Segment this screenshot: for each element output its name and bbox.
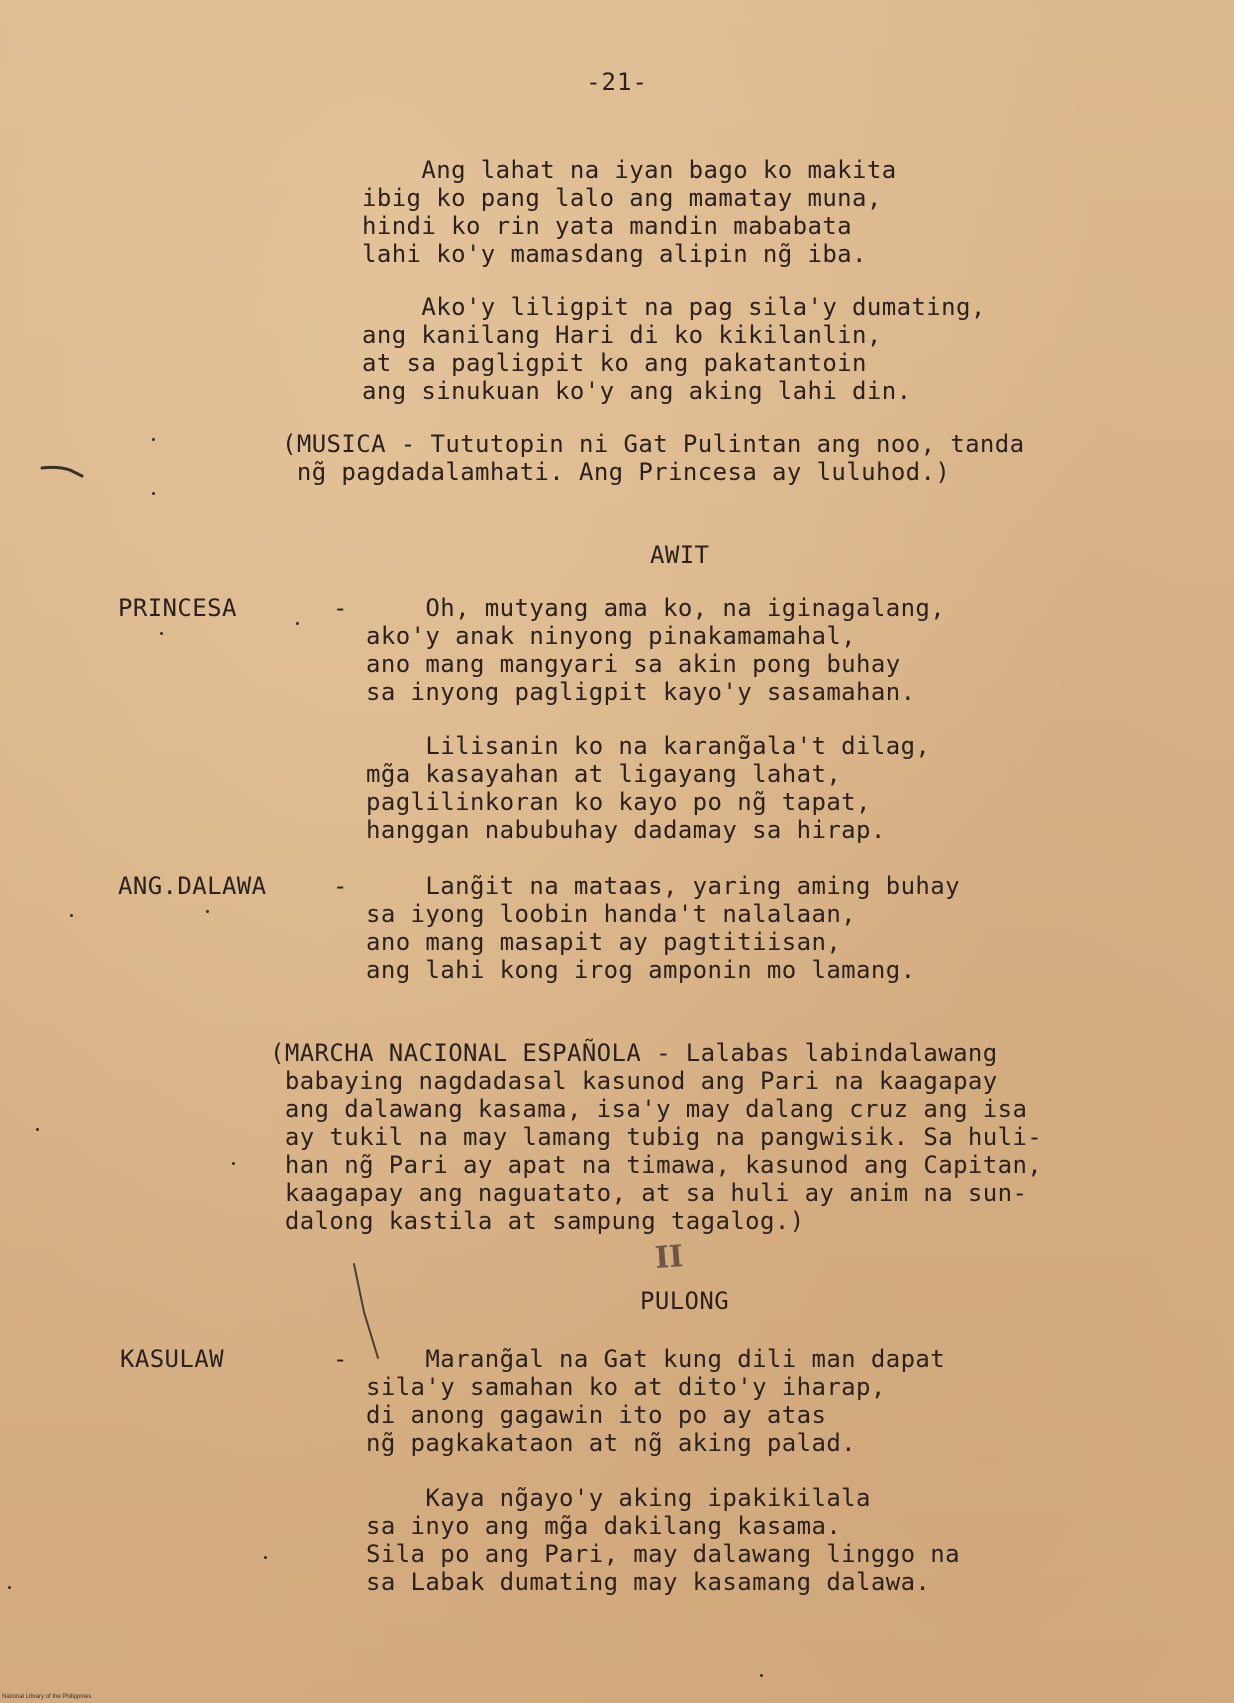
stage-direction: ng̃ pagdadalamhati. Ang Princesa ay luluhod.) [282, 458, 951, 486]
paper-speck [160, 632, 163, 635]
speaker-ang-dalawa: ANG.DALAWA [118, 872, 267, 900]
stage-direction: dalong kastila at sampung tagalog.) [270, 1207, 805, 1235]
speaker-dash: - [333, 594, 348, 622]
poem-line: ano mang mangyari sa akin pong buhay [366, 650, 901, 678]
paper-speck [70, 914, 73, 917]
poem-line: hanggan nabubuhay dadamay sa hirap. [366, 816, 886, 844]
poem-line: sa Labak dumating may kasamang dalawa. [366, 1568, 931, 1596]
poem-line: mg̃a kasayahan at ligayang lahat, [366, 760, 842, 788]
poem-line: ang kanilang Hari di ko kikilanlin, [362, 321, 882, 349]
poem-line: hindi ko rin yata mandin mababata [362, 212, 853, 240]
poem-line: ako'y anak ninyong pinakamamahal, [366, 622, 857, 650]
section-heading-pulong: PULONG [640, 1287, 730, 1315]
speaker-dash: - [333, 1345, 348, 1373]
poem-line: Lang̃it na mataas, yaring aming buhay [366, 872, 960, 900]
paper-speck [206, 910, 209, 913]
poem-line: ano mang masapit ay pagtitiisan, [366, 928, 842, 956]
speaker-princesa: PRINCESA [118, 594, 237, 622]
poem-line: ibig ko pang lalo ang mamatay muna, [362, 184, 882, 212]
stage-direction: han ng̃ Pari ay apat na timawa, kasunod ang Capitan, [270, 1151, 1043, 1179]
poem-line: ng̃ pagkakataon at ng̃ aking palad. [366, 1429, 857, 1457]
poem-line: paglilinkoran ko kayo po ng̃ tapat, [366, 788, 871, 816]
poem-line: Marang̃al na Gat kung dili man dapat [366, 1345, 946, 1373]
poem-line: Ako'y liligpit na pag sila'y dumating, [362, 293, 986, 321]
poem-line: at sa pagligpit ko ang pakatantoin [362, 349, 867, 377]
paper-speck [152, 438, 155, 441]
pencil-stroke [350, 1262, 390, 1362]
poem-line: lahi ko'y mamasdang alipin ng̃ iba. [362, 240, 867, 268]
poem-line: sa inyong pagligpit kayo'y sasamahan. [366, 678, 916, 706]
paper-speck [8, 1586, 11, 1589]
poem-line: Kaya ng̃ayo'y aking ipakikilala [366, 1484, 871, 1512]
poem-line: Oh, mutyang ama ko, na iginagalang, [366, 594, 946, 622]
stage-direction: (MUSICA - Tututopin ni Gat Pulintan ang noo, tanda [282, 430, 1025, 458]
paper-speck [264, 1556, 267, 1559]
poem-line: Lilisanin ko na karang̃ala't dilag, [366, 732, 931, 760]
poem-line: Ang lahat na iyan bago ko makita [362, 156, 897, 184]
margin-mark [40, 462, 86, 480]
poem-line: ang lahi kong irog amponin mo lamang. [366, 956, 916, 984]
stage-direction: kaagapay ang naguatato, at sa huli ay anim na sun- [270, 1179, 1028, 1207]
speaker-dash: - [333, 872, 348, 900]
footer-credit: National Library of the Philippines [2, 1694, 92, 1700]
stage-direction: ang dalawang kasama, isa'y may dalang cruz ang isa [270, 1095, 1028, 1123]
poem-line: sa inyo ang mg̃a dakilang kasama. [366, 1512, 842, 1540]
poem-line: di anong gagawin ito po ay atas [366, 1401, 827, 1429]
stage-direction: (MARCHA NACIONAL ESPAÑOLA - Lalabas labindalawang [270, 1039, 998, 1067]
handwritten-roman-numeral: II [653, 1239, 685, 1276]
stage-direction: babaying nagdadasal kasunod ang Pari na kaagapay [270, 1067, 998, 1095]
paper-speck [760, 1674, 763, 1677]
section-heading-awit: AWIT [650, 541, 710, 569]
poem-line: ang sinukuan ko'y ang aking lahi din. [362, 377, 912, 405]
paper-speck [36, 1128, 39, 1131]
paper-speck [152, 492, 155, 495]
stage-direction: ay tukil na may lamang tubig na pangwisik. Sa huli- [270, 1123, 1043, 1151]
page-number: -21- [586, 68, 648, 96]
paper-speck [232, 1162, 235, 1165]
poem-line: sa iyong loobin handa't nalalaan, [366, 900, 857, 928]
paper-speck [296, 622, 299, 625]
poem-line: Sila po ang Pari, may dalawang linggo na [366, 1540, 960, 1568]
speaker-kasulaw: KASULAW [120, 1345, 224, 1373]
poem-line: sila'y samahan ko at dito'y iharap, [366, 1373, 886, 1401]
